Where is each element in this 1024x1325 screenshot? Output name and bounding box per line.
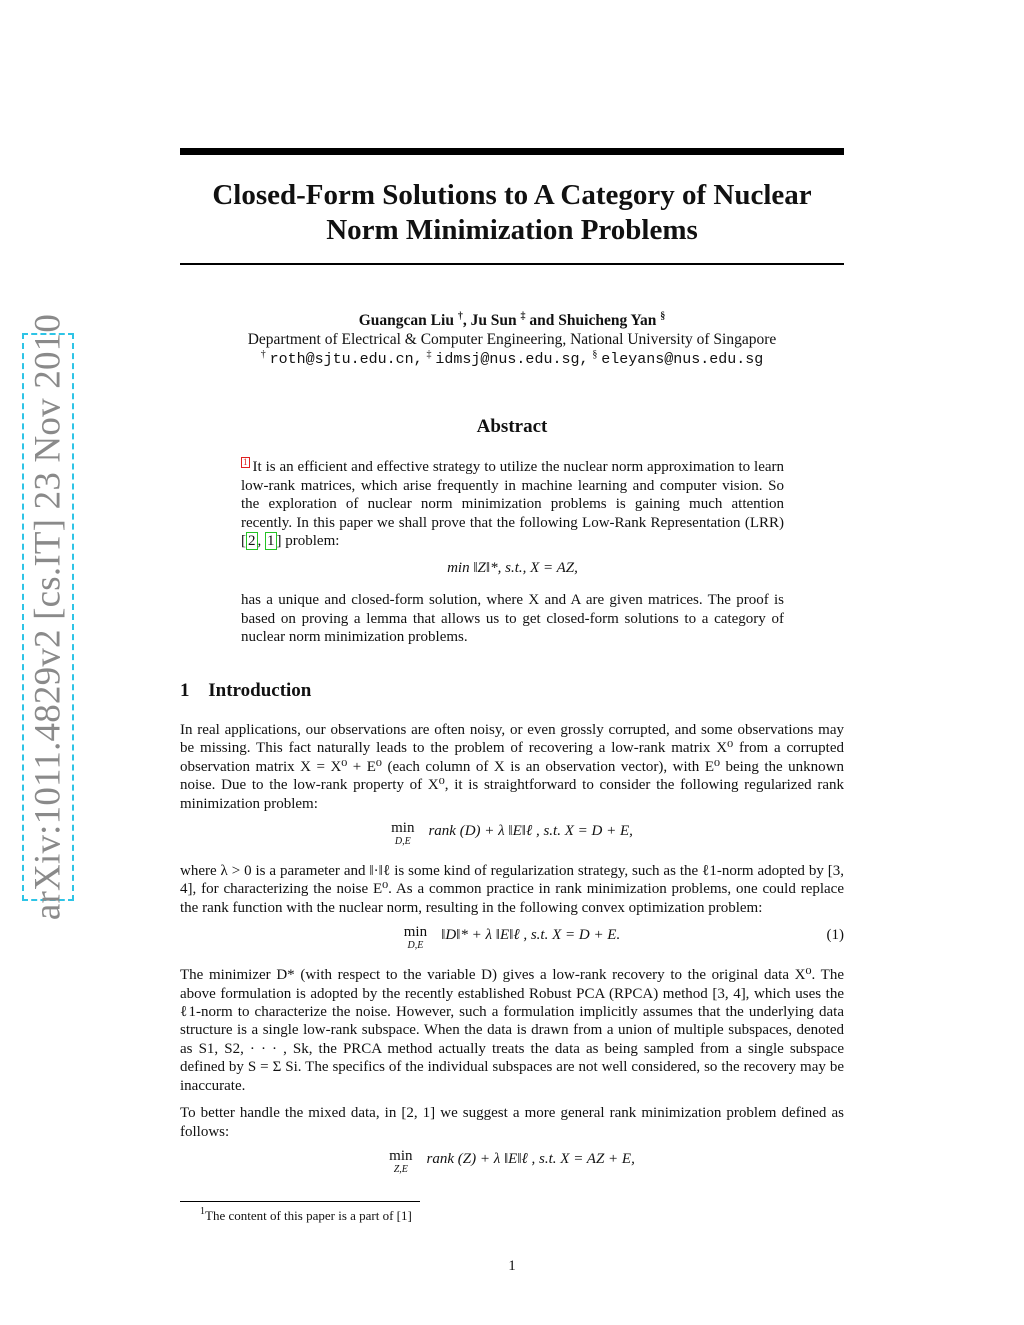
email-mark: ‡ <box>426 349 432 360</box>
citation-link[interactable]: 1 <box>267 533 275 549</box>
affiliation: Department of Electrical & Computer Engineering, National University of Singapore <box>247 331 777 348</box>
footnote-rule <box>180 1201 420 1202</box>
author-names: Guangcan Liu †, Ju Sun ‡ and Shuicheng Yan § <box>358 311 666 329</box>
abstract-paragraph-1: 1 It is an efficient and effective strategy to utilize the nuclear norm approximation to learn low-rank matrices, which arise frequently in machine learning and computer vision. So the exploration of nuclear norm minimization problems is gaining much attention recently. In this paper we shall prove that the following Low-Rank Representation (LRR) [ 2 , 1 ] problem: <box>241 457 784 549</box>
abstract-heading: Abstract <box>476 416 548 437</box>
min-operator: min Z,E <box>389 1147 413 1175</box>
email-link[interactable]: roth@sjtu.edu.cn, <box>269 351 423 368</box>
footnote-link[interactable]: 1 <box>243 457 248 467</box>
paper-title <box>180 178 844 248</box>
equation-lrr: min Z,E rank (Z) + λ ‖E‖ℓ , s.t. X = AZ + E, <box>389 1147 635 1175</box>
title-rule-bottom <box>180 263 844 265</box>
section-heading <box>180 680 311 702</box>
title-rule-top <box>180 148 844 155</box>
footnote-text: The content of this paper is a part of [1] <box>205 1208 412 1223</box>
equation-number: (1) <box>826 927 844 944</box>
body-paragraph: where λ > 0 is a parameter and ‖·‖ℓ is some kind of regularization strategy, such as the ℓ1-norm adopted by [3, 4], for characterizing the noise E⁰. As a common practice in rank minimization problems, one could replace the rank function with the nuclear norm, resulting in the following convex optimization problem: <box>180 863 844 916</box>
author-conjunction: and <box>529 312 555 329</box>
title-line-2: Norm Minimization Problems <box>326 214 698 246</box>
equation-regularized-rank: min D,E rank (D) + λ ‖E‖ℓ , s.t. X = D + E, <box>391 820 633 848</box>
arxiv-identifier: arXiv:1011.4829v2 [cs.IT] 23 Nov 2010 <box>27 313 69 921</box>
author-block <box>180 311 844 369</box>
equation-1: min D,E ‖D‖* + λ ‖E‖ℓ , s.t. X = D + E. (1) <box>403 924 844 952</box>
footnote-marker: 1 <box>200 1206 205 1217</box>
email-line <box>180 349 844 369</box>
introduction-body <box>180 721 844 1190</box>
min-operator: min D,E <box>403 924 428 952</box>
email-mark: † <box>260 349 266 360</box>
email-link[interactable]: eleyans@nus.edu.sg <box>601 351 764 368</box>
author-mark: ‡ <box>520 311 526 322</box>
author-name: Ju Sun <box>470 312 517 329</box>
abstract-equation: min ‖Z‖*, s.t., X = AZ, <box>447 559 578 576</box>
min-operator: min D,E <box>391 820 415 848</box>
author-name: Shuicheng Yan <box>558 312 657 329</box>
author-mark: § <box>660 311 666 322</box>
author-name: Guangcan Liu <box>358 312 454 329</box>
arxiv-sidebar-stamp <box>22 313 74 921</box>
footnote <box>200 1208 412 1224</box>
title-line-1: Closed-Form Solutions to A Category of Nuclear <box>212 179 812 211</box>
body-paragraph: The minimizer D* (with respect to the variable D) gives a low-rank recovery to the original data X⁰. The above formulation is adopted by the recently established Robust PCA (RPCA) method [3, 4], which uses the ℓ1-norm to characterize the noise. However, such a formulation implicitly assumes that the underlying data structure is a single low-rank subspace. When the data is drawn from a union of multiple subspaces, denoted as S1, S2, · · · , Sk, the PRCA method actually treats the data as being sampled from a single subspace defined by S = Σ Si. The specifics of the individual subspaces are not well considered, so the recovery may be inaccurate. <box>180 967 844 1094</box>
email-mark: § <box>592 349 598 360</box>
page-number: 1 <box>508 1258 516 1274</box>
abstract-body <box>241 457 784 647</box>
section-title: Introduction <box>208 680 312 701</box>
body-paragraph: To better handle the mixed data, in [2, 1] we suggest a more general rank minimization problem defined as follows: <box>180 1105 844 1140</box>
email-link[interactable]: idmsj@nus.edu.sg, <box>435 351 589 368</box>
author-mark: † <box>457 311 463 322</box>
body-paragraph: In real applications, our observations are often noisy, or even grossly corrupted, and some observations may be missing. This fact naturally leads to the problem of recovering a low-rank matrix X⁰ from a corrupted observation matrix X = X⁰ + E⁰ (each column of X is an observation vector), with E⁰ being the unknown noise. Due to the low-rank property of X⁰, it is straightforward to consider the following regularized rank minimization problem: <box>180 722 844 812</box>
citation-link[interactable]: 2 <box>248 533 256 549</box>
section-number: 1 <box>180 680 190 701</box>
abstract-paragraph-2: has a unique and closed-form solution, where X and A are given matrices. The proof is based on proving a lemma that allows us to get closed-form solutions to a category of nuclear norm minimization problems. <box>241 592 784 645</box>
